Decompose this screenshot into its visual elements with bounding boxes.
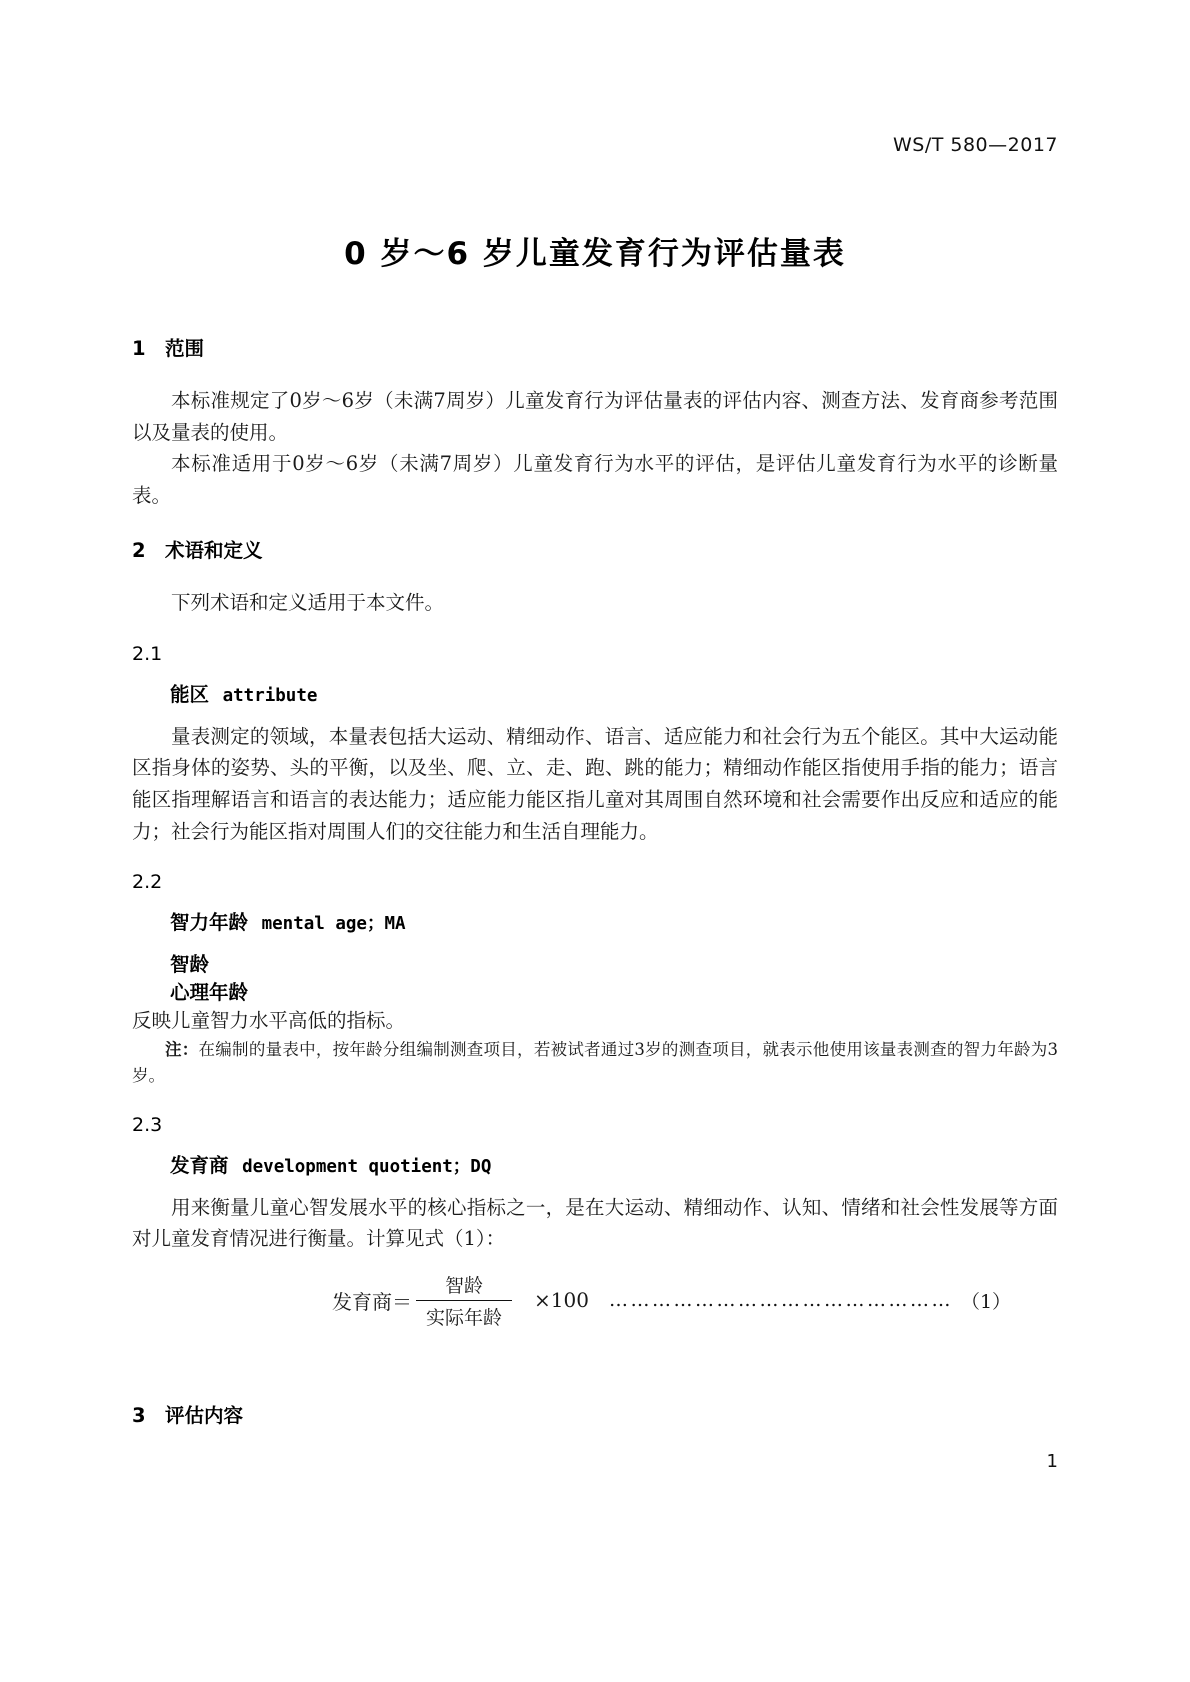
term-body-2-2: 反映儿童智力水平高低的指标。: [132, 1009, 406, 1033]
term-alt-2-2-a: 智龄: [170, 953, 210, 977]
term-body-2-3: 用来衡量儿童心智发展水平的核心指标之一，是在大运动、精细动作、认知、情绪和社会性发展等方面对儿童发育情况进行衡量。计算见式（1）：: [132, 1195, 1058, 1251]
term-en-2-2: mental age；MA: [261, 914, 406, 935]
note-label: 注：: [165, 1039, 199, 1059]
term-number-2-1: 2.1: [132, 642, 163, 665]
term-title-2-1: [170, 679, 1058, 707]
term-title-2-3: [170, 1150, 1058, 1178]
page-number: 1: [1046, 1451, 1058, 1472]
document-content: [132, 228, 1058, 1428]
paragraph-scope-1: 本标准规定了0岁～6岁（未满7周岁）儿童发育行为评估量表的评估内容、测查方法、发育商参考范围以及量表的使用。: [132, 389, 1058, 444]
note-text: 在编制的量表中，按年龄分组编制测查项目，若被试者通过3岁的测查项目，就表示他使用该量表测查的智力年龄为3岁。: [132, 1039, 1058, 1086]
standard-number-header: WS/T 580—2017: [892, 134, 1058, 156]
section-title-3: 评估内容: [165, 1403, 244, 1427]
section-number-1: 1: [132, 337, 146, 360]
paragraph-terms-intro: 下列术语和定义适用于本文件。: [171, 591, 445, 615]
section-number-2: 2: [132, 539, 146, 563]
section-heading-1: [132, 333, 1058, 361]
term-cn-2-2: 智力年龄: [170, 911, 249, 935]
term-number-2-2: 2.2: [132, 871, 163, 894]
page-title: 0 岁～6 岁儿童发育行为评估量表: [344, 236, 846, 272]
term-number-2-3: 2.3: [132, 1113, 163, 1136]
term-note-2-2: [132, 1037, 1058, 1090]
term-cn-2-3: 发育商: [170, 1153, 229, 1177]
term-en-2-3: development quotient；DQ: [242, 1156, 492, 1177]
formula-numerator: 智龄: [445, 1274, 484, 1297]
section-title-1: 范围: [165, 337, 205, 360]
formula-lhs: 发育商＝: [332, 1289, 412, 1314]
section-number-3: 3: [132, 1403, 146, 1427]
paragraph-scope-2: 本标准适用于0岁～6岁（未满7周岁）儿童发育行为水平的评估，是评估儿童发育行为水平的诊断量表。: [132, 452, 1058, 507]
formula-fraction: [416, 1271, 512, 1330]
formula-dq: [132, 1271, 1058, 1330]
formula-denominator: 实际年龄: [416, 1300, 512, 1330]
term-alt-2-2-b: 心理年龄: [170, 981, 249, 1005]
section-title-2: 术语和定义: [165, 539, 263, 563]
term-en-2-1: attribute: [222, 685, 318, 706]
term-cn-2-1: 能区: [170, 682, 210, 706]
formula-number: （1）: [960, 1290, 1012, 1313]
section-heading-3: [132, 1400, 1058, 1428]
formula-multiplier: ×100: [534, 1288, 589, 1313]
formula-dot-leader: …………………………………………: [608, 1289, 953, 1312]
section-heading-2: [132, 535, 1058, 563]
term-title-2-2: [170, 907, 1058, 935]
term-body-2-1: 量表测定的领域，本量表包括大运动、精细动作、语言、适应能力和社会行为五个能区。其中大运动能区指身体的姿势、头的平衡，以及坐、爬、立、走、跑、跳的能力；精细动作能区指使用手指的能力；语言能区指理解语言和语言的表达能力；适应能力能区指儿童对其周围自然环境和社会需要作出反应和适应的能力；社会行为能区指对周围人们的交往能力和生活自理能力。: [132, 724, 1058, 843]
